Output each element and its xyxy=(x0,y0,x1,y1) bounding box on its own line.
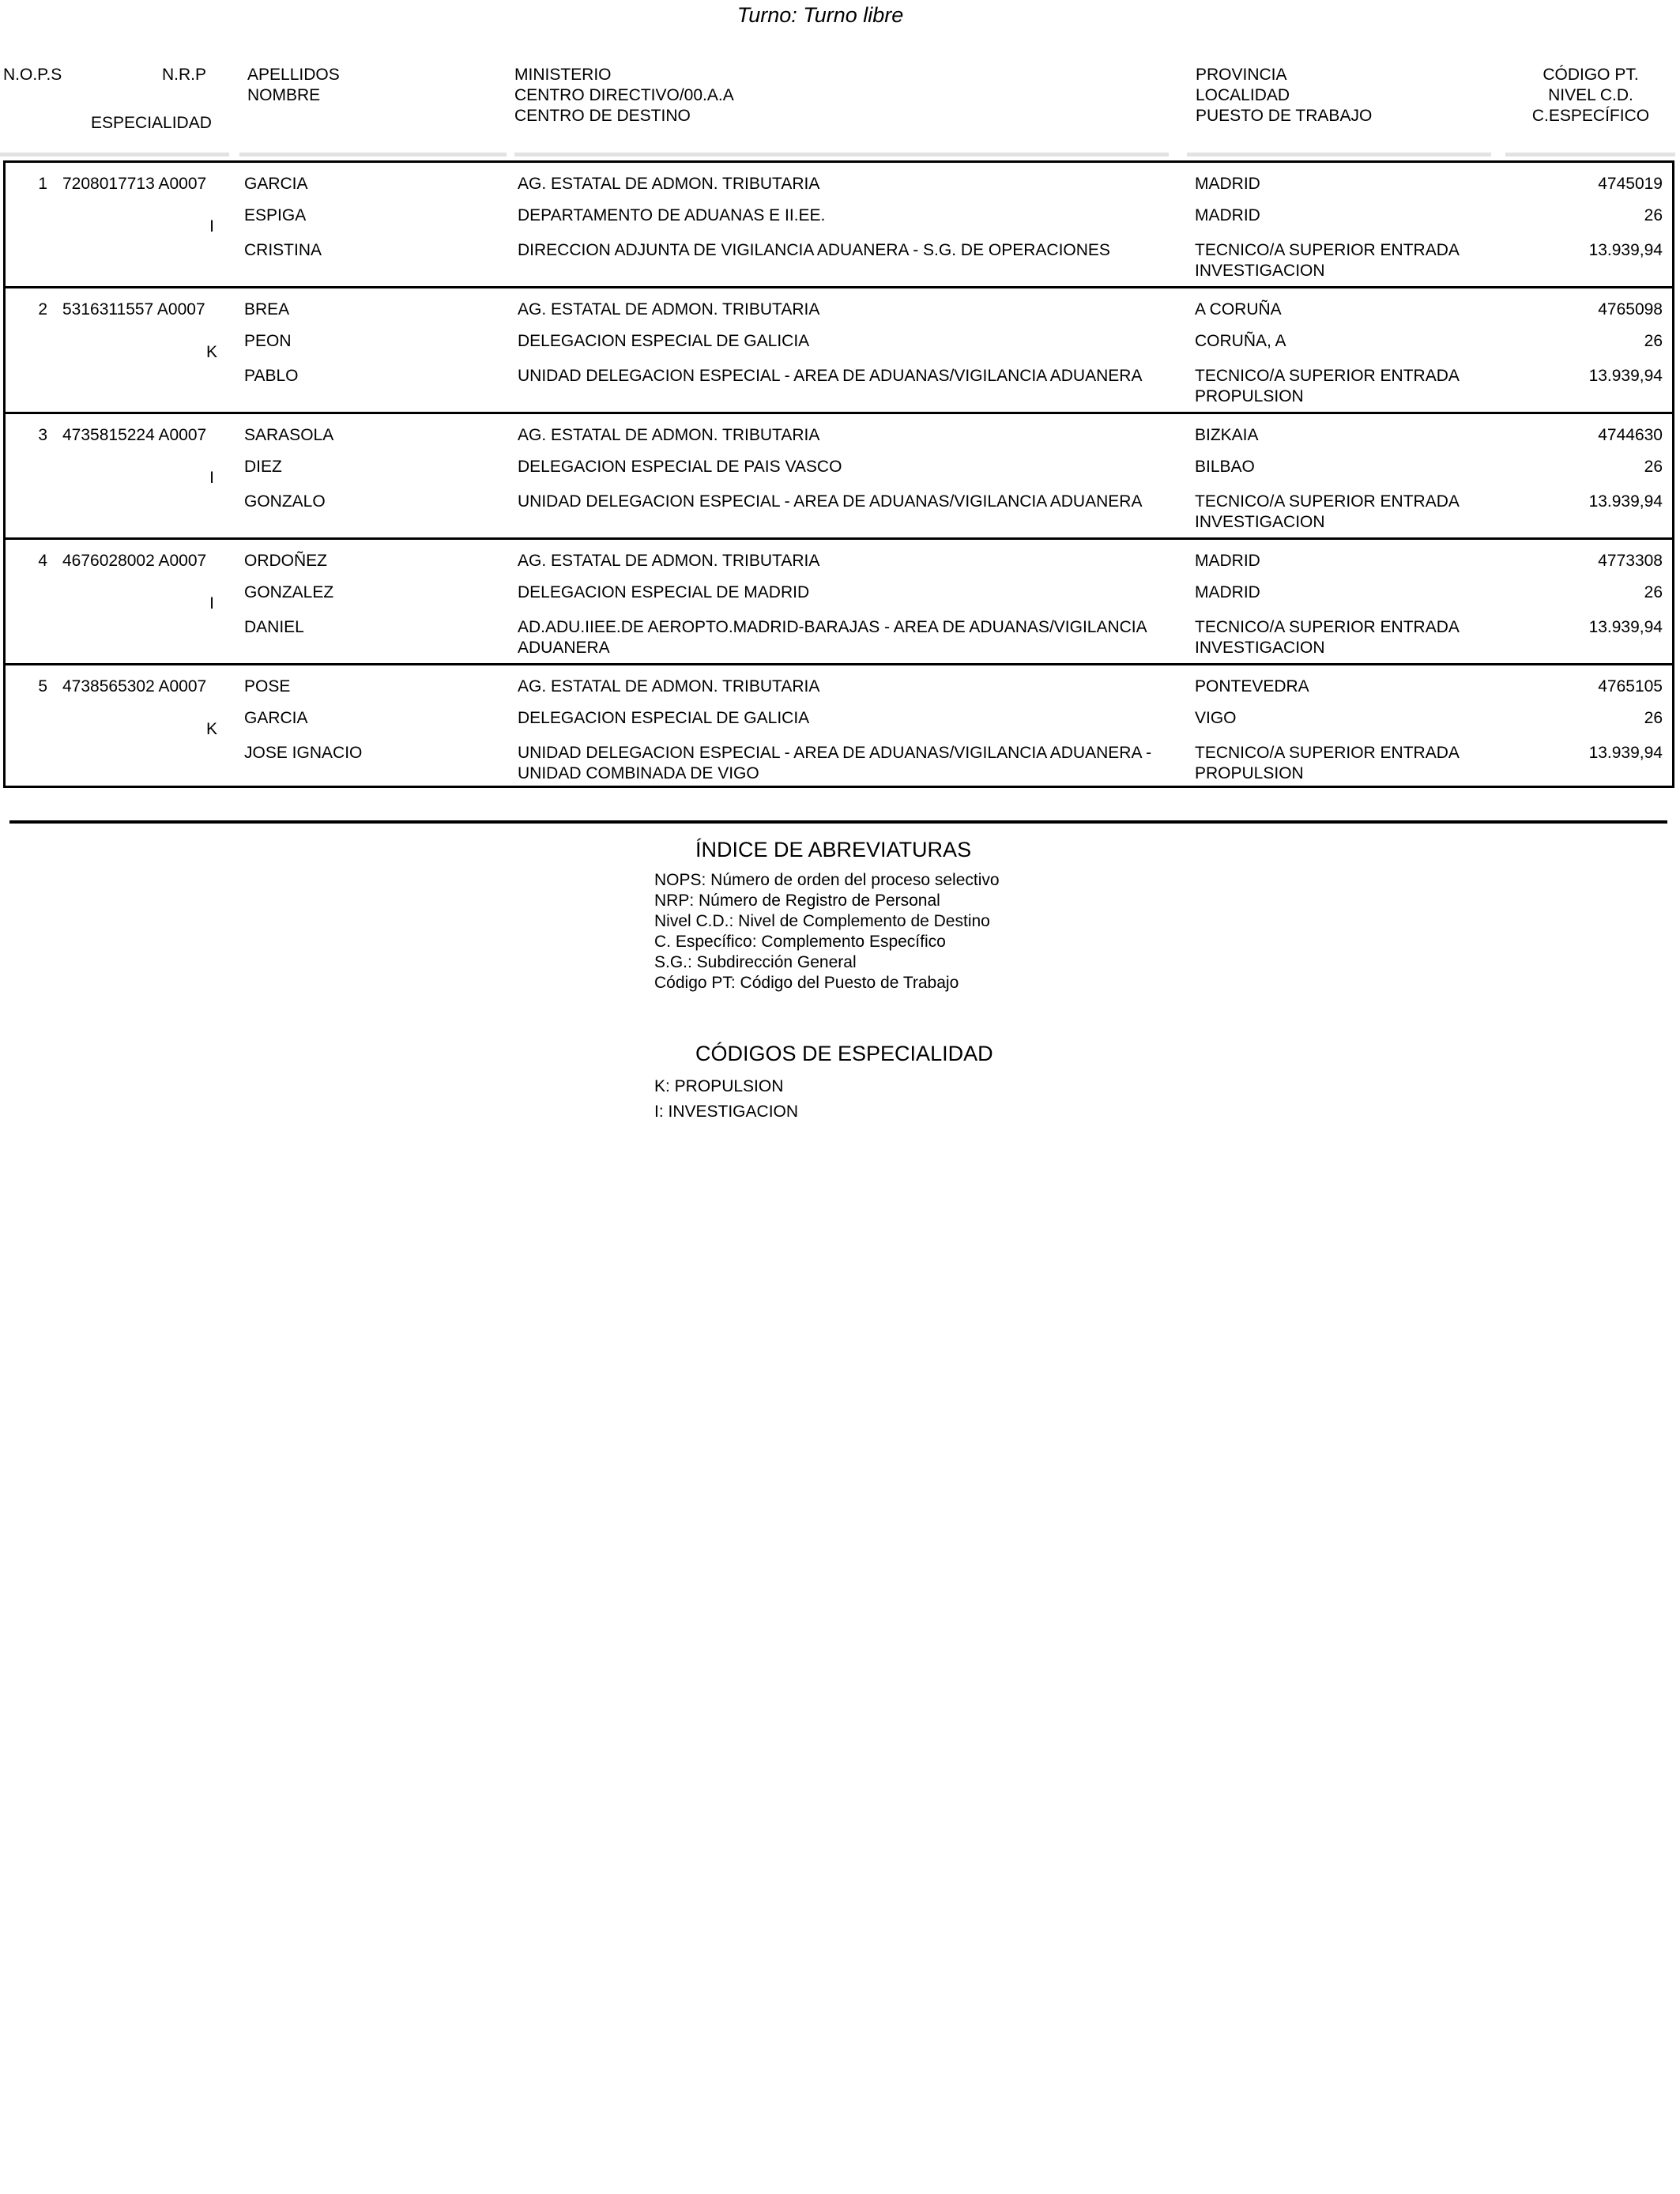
header-rule xyxy=(239,153,507,156)
list-item: Nivel C.D.: Nivel de Complemento de Destino xyxy=(654,912,990,930)
apellido2: DIEZ xyxy=(244,458,282,476)
records-table xyxy=(3,160,1674,788)
apellido2: GARCIA xyxy=(244,709,308,727)
header-puesto: PUESTO DE TRABAJO xyxy=(1196,107,1373,125)
abreviaturas-list xyxy=(654,870,1000,993)
codigo-pt: 4744630 xyxy=(1598,426,1663,444)
apellido1: GARCIA xyxy=(244,175,308,193)
nrp: 4676028002 A0007 xyxy=(62,552,207,570)
nrp: 5316311557 A0007 xyxy=(62,300,205,319)
table-row xyxy=(6,288,1672,414)
nivel-cd: 26 xyxy=(1644,709,1663,727)
centro-destino: UNIDAD DELEGACION ESPECIAL - AREA DE ADUANAS/VIGILANCIA ADUANERA - UNIDAD COMBINADA DE VIGO xyxy=(518,744,1152,782)
apellido1: ORDOÑEZ xyxy=(244,552,327,570)
header-localidad: LOCALIDAD xyxy=(1196,86,1290,104)
header-centro-destino: CENTRO DE DESTINO xyxy=(514,107,691,125)
especialidad: I xyxy=(209,469,214,487)
provincia: PONTEVEDRA xyxy=(1195,677,1309,696)
centro-destino: UNIDAD DELEGACION ESPECIAL - AREA DE ADUANAS/VIGILANCIA ADUANERA xyxy=(518,367,1143,385)
header-nrp: N.R.P xyxy=(162,66,207,84)
apellido2: ESPIGA xyxy=(244,206,307,224)
table-row xyxy=(6,414,1672,540)
header-apellidos: APELLIDOS xyxy=(247,66,340,84)
nrp: 4738565302 A0007 xyxy=(62,677,207,696)
provincia: MADRID xyxy=(1195,552,1260,570)
centro-directivo: DELEGACION ESPECIAL DE GALICIA xyxy=(518,332,810,350)
codigo-pt: 4773308 xyxy=(1598,552,1663,570)
ministerio: AG. ESTATAL DE ADMON. TRIBUTARIA xyxy=(518,175,820,193)
nops: 2 xyxy=(38,300,47,319)
nivel-cd: 26 xyxy=(1644,458,1663,476)
table-row xyxy=(6,540,1672,665)
list-item: S.G.: Subdirección General xyxy=(654,953,857,971)
table-row xyxy=(6,163,1672,288)
centro-destino: AD.ADU.IIEE.DE AEROPTO.MADRID-BARAJAS - AREA DE ADUANAS/VIGILANCIA ADUANERA xyxy=(518,618,1147,657)
puesto: TECNICO/A SUPERIOR ENTRADA INVESTIGACION xyxy=(1195,241,1459,280)
centro-directivo: DELEGACION ESPECIAL DE PAIS VASCO xyxy=(518,458,842,476)
especialidad: K xyxy=(205,720,217,738)
nops: 5 xyxy=(38,677,47,696)
nivel-cd: 26 xyxy=(1644,583,1663,601)
ministerio: AG. ESTATAL DE ADMON. TRIBUTARIA xyxy=(518,426,820,444)
ministerio: AG. ESTATAL DE ADMON. TRIBUTARIA xyxy=(518,300,820,319)
provincia: BIZKAIA xyxy=(1195,426,1259,444)
localidad: VIGO xyxy=(1195,709,1237,727)
nombre: DANIEL xyxy=(244,618,304,636)
centro-destino: DIRECCION ADJUNTA DE VIGILANCIA ADUANERA - S.G. DE OPERACIONES xyxy=(518,241,1110,259)
especialidad: K xyxy=(205,343,217,361)
header-c-especifico: C.ESPECÍFICO xyxy=(1531,107,1650,125)
localidad: MADRID xyxy=(1195,583,1260,601)
nops: 1 xyxy=(38,175,47,193)
header-nivel-cd: NIVEL C.D. xyxy=(1548,86,1633,104)
header-centro-directivo: CENTRO DIRECTIVO/00.A.A xyxy=(514,86,734,104)
nops: 3 xyxy=(38,426,47,444)
header-rule xyxy=(514,153,1169,156)
apellido2: PEON xyxy=(244,332,292,350)
header-codigo-pt: CÓDIGO PT. xyxy=(1543,66,1639,84)
list-item: NRP: Número de Registro de Personal xyxy=(654,892,940,910)
header-rule xyxy=(0,153,229,156)
abreviaturas-title: ÍNDICE DE ABREVIATURAS xyxy=(695,838,972,861)
centro-directivo: DELEGACION ESPECIAL DE MADRID xyxy=(518,583,810,601)
ministerio: AG. ESTATAL DE ADMON. TRIBUTARIA xyxy=(518,677,820,696)
nombre: GONZALO xyxy=(244,492,326,511)
centro-directivo: DELEGACION ESPECIAL DE GALICIA xyxy=(518,709,810,727)
header-ministerio-group xyxy=(514,65,734,126)
puesto: TECNICO/A SUPERIOR ENTRADA PROPULSION xyxy=(1195,367,1459,405)
header-codigo-group xyxy=(1508,65,1674,126)
header-provincia: PROVINCIA xyxy=(1196,66,1287,84)
list-item: C. Específico: Complemento Específico xyxy=(654,933,946,951)
localidad: BILBAO xyxy=(1195,458,1255,476)
nivel-cd: 26 xyxy=(1644,206,1663,224)
table-row xyxy=(6,665,1672,791)
localidad: MADRID xyxy=(1195,206,1260,224)
localidad: CORUÑA, A xyxy=(1195,332,1286,350)
header-rule xyxy=(1187,153,1491,156)
c-especifico: 13.939,94 xyxy=(1588,492,1663,511)
especialidad: I xyxy=(209,217,214,236)
nops: 4 xyxy=(38,552,47,570)
header-nombre: NOMBRE xyxy=(247,86,321,104)
list-item: Código PT: Código del Puesto de Trabajo xyxy=(654,974,959,992)
codigo-pt: 4765098 xyxy=(1598,300,1663,319)
puesto: TECNICO/A SUPERIOR ENTRADA INVESTIGACION xyxy=(1195,618,1459,657)
nivel-cd: 26 xyxy=(1644,332,1663,350)
nombre: JOSE IGNACIO xyxy=(244,744,363,762)
centro-directivo: DEPARTAMENTO DE ADUANAS E II.EE. xyxy=(518,206,826,224)
nrp: 4735815224 A0007 xyxy=(62,426,207,444)
especialidad: I xyxy=(209,594,214,613)
c-especifico: 13.939,94 xyxy=(1588,618,1663,636)
apellido2: GONZALEZ xyxy=(244,583,334,601)
list-item: I: INVESTIGACION xyxy=(654,1103,799,1121)
nrp: 7208017713 A0007 xyxy=(62,175,207,193)
provincia: A CORUÑA xyxy=(1195,300,1282,319)
header-ministerio: MINISTERIO xyxy=(514,66,612,84)
c-especifico: 13.939,94 xyxy=(1588,367,1663,385)
page-title: Turno: Turno libre xyxy=(736,3,904,27)
codigo-pt: 4745019 xyxy=(1598,175,1663,193)
header-nops: N.O.P.S xyxy=(3,66,62,84)
nombre: PABLO xyxy=(244,367,299,385)
list-item: NOPS: Número de orden del proceso selectivo xyxy=(654,871,1000,889)
especialidades-list xyxy=(654,1074,798,1125)
header-apellidos-nombre xyxy=(247,65,340,106)
apellido1: POSE xyxy=(244,677,291,696)
header-especialidad: ESPECIALIDAD xyxy=(91,114,212,132)
puesto: TECNICO/A SUPERIOR ENTRADA INVESTIGACION xyxy=(1195,492,1459,531)
c-especifico: 13.939,94 xyxy=(1588,744,1663,762)
header-provincia-group xyxy=(1196,65,1372,126)
centro-destino: UNIDAD DELEGACION ESPECIAL - AREA DE ADUANAS/VIGILANCIA ADUANERA xyxy=(518,492,1143,511)
apellido1: BREA xyxy=(244,300,290,319)
c-especifico: 13.939,94 xyxy=(1588,241,1663,259)
provincia: MADRID xyxy=(1195,175,1260,193)
ministerio: AG. ESTATAL DE ADMON. TRIBUTARIA xyxy=(518,552,820,570)
codigo-pt: 4765105 xyxy=(1598,677,1663,696)
header-rule xyxy=(1505,153,1675,156)
nombre: CRISTINA xyxy=(244,241,322,259)
especialidades-title: CÓDIGOS DE ESPECIALIDAD xyxy=(695,1042,993,1065)
list-item: K: PROPULSION xyxy=(654,1077,784,1095)
puesto: TECNICO/A SUPERIOR ENTRADA PROPULSION xyxy=(1195,744,1459,782)
section-divider xyxy=(9,820,1667,824)
apellido1: SARASOLA xyxy=(244,426,334,444)
